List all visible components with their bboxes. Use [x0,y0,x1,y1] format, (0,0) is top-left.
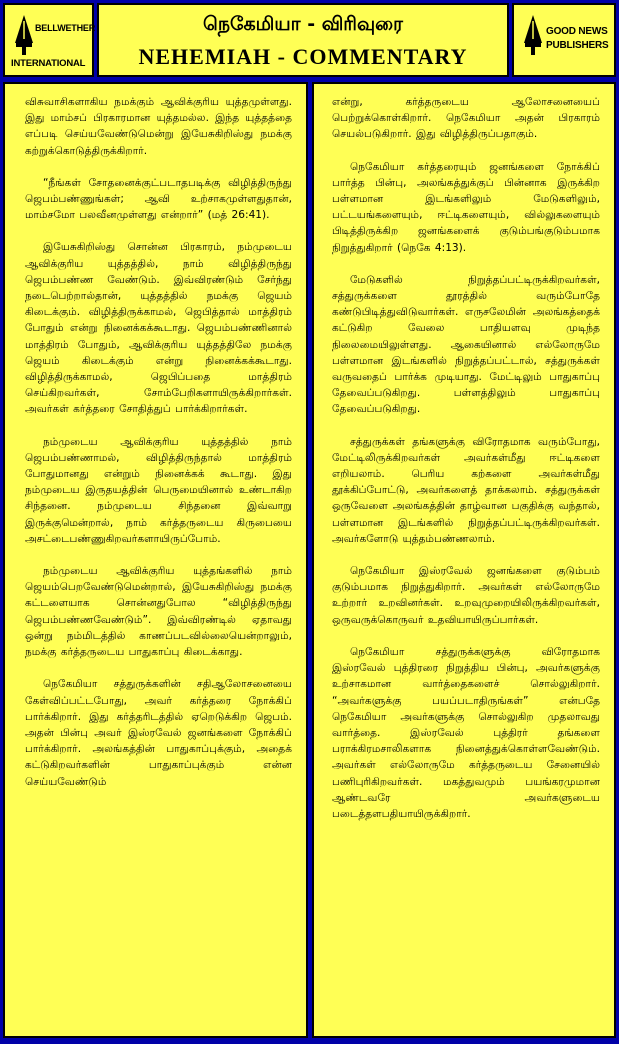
header [3,3,616,77]
torch-icon [520,13,546,57]
paragraph: விசுவாசிகளாகிய நமக்கும் ஆவிக்குரிய யுத்தமுள்ளது. இது மாம்சப் பிரகாரமான யுத்தமல்ல. இந்த யுத்தத்தை எப்படி செய்யவேண்டுமென்று இயேசுகிறிஸ்து நமக்கு கற்றுக்கொடுத்திருக்கிறார். [25,96,292,157]
paragraph: நெகேமியா சத்துருக்களுக்கு விரோதமாக இஸ்ரவேல் புத்திரரை நிறுத்திய பின்பு, அவர்களுக்கு உற்சாகமான வார்த்தைகளைச் சொல்லுகிறார். “அவர்களுக்கு பயப்படாதிருங்கள்” என்பதே நெகேமியா அவர்களுக்கு சொல்லுகிற முதலாவது வார்த்தை. இஸ்ரவேல் புத்திரர் தங்களை பராக்கிரமசாலிகளாக நினைத்துக்கொள்ளவேண்டும். அவர்கள் எல்லோருமே கர்த்தருடைய சேனையில் பணிபுரிகிறவர்கள். மகத்துவமும் பயங்கரமுமான ஆண்டவரே அவர்களுடைய படைத்தளபதியாயிருக்கிறார். [332,645,600,820]
bell-icon [11,13,37,57]
paragraph: மேடுகளில் நிறுத்தப்பட்டிருக்கிறவர்கள், சத்துருக்களை தூரத்தில் வரும்போதே கண்டுபிடித்துவிடுவார்கள். எருசலேமின் அலங்கத்தைக் கட்டுகிற வேலை பாதியளவு முடிந்த நிலைமையிலுள்ளது. ஆகையினால் எல்லோருமே பள்ளமான இடங்களில் நிறுத்தப்பட்டால், சத்துருக்கள் வருவதைப் பார்க்க முடியாது. மேட்டிலும் பாதுகாப்பு தேவைப்படுகிறது. பள்ளத்திலும் பாதுகாப்பு தேவைப்படுகிறது. [332,273,600,416]
paragraph: என்று, கர்த்தருடைய ஆலோசனையைப் பெற்றுக்கொள்கிறார். நெகேமியா அதன் பிரகாரம் செயல்படுகிறார். இது விழித்திருப்பதாகும். [332,96,600,141]
title-box [97,3,509,77]
paragraph: நெகேமியா இஸ்ரவேல் ஜனங்களை குடும்பம் குடும்பமாக நிறுத்துகிறார். அவர்கள் எல்லோருமே உற்றார் உறவினர்கள். உறவுமுறையிலிருக்கிறவர்கள், ஒருவருக்கொருவர் உதவியாயிருப்பார்கள். [332,565,600,626]
title-tamil: நெகேமியா - விரிவுரை [203,13,403,35]
paragraph: நம்முடைய ஆவிக்குரிய யுத்தத்தில் நாம் ஜெபம்பண்ணாமல், விழித்திருந்தால் மாத்திரம் போதுமானது என்றும் நினைக்கக் கூடாது. இது நம்முடைய இருதயத்தின் பெருமையினால் உண்டாகிற சிந்தனை. நம்முடைய சிந்தனை இவ்வாறு இருக்குமென்றால், நாம் கர்த்தருடைய கிருபையை அசட்டைபண்ணுகிறவர்களாயிருப்போம். [25,435,292,545]
paragraph: நம்முடைய ஆவிக்குரிய யுத்தங்களில் நாம் ஜெயம்பெறவேண்டுமென்றால், இயேசுகிறிஸ்து நமக்கு கட்டளையாக சொன்னதுபோல “விழித்திருந்து ஜெபம்பண்ணவேண்டும்”. இவ்விரண்டில் ஏதாவது ஒன்று நம்மிடத்தில் காணப்படவில்லையென்றாலும், நமக்கு கர்த்தருடைய பாதுகாப்பு கிடைக்காது. [25,565,292,659]
title-english: NEHEMIAH - COMMENTARY [138,44,468,69]
right-logo-line1: GOOD NEWS [546,26,608,37]
paragraph: நெகேமியா சத்துருக்களின் சதிஆலோசனையை கேள்விப்பட்டபோது, அவர் கர்த்தரை நோக்கிப் பார்க்கிறார். இது கர்த்தரிடத்தில் ஏறெடுக்கிற ஜெபம். அதன் பின்பு அவர் இஸ்ரவேல் ஜனங்களை நோக்கிப் பார்க்கிறார். அலங்கத்தின் பாதுகாப்புக்கும், அதைக் கட்டுகிறவர்களின் பாதுகாப்புக்கும் என்ன செய்யவேண்டும் [25,678,292,788]
right-logo-line2: PUBLISHERS [546,40,609,51]
left-column [3,82,308,1038]
paragraph: சத்துருக்கள் தங்களுக்கு விரோதமாக வரும்போது, மேட்டிலிருக்கிறவர்கள் அவர்கள்மீது ஈட்டிகளை எறியலாம். பெரிய கற்களை அவர்கள்மீது தூக்கிப்போட்டு, அவர்களைத் தாக்கலாம். சத்துருக்கள் ஒருவேளை அலங்கத்தின் தாழ்வான பகுதிக்கு வந்தால், பள்ளமான இடங்களில் நிறுத்தப்பட்டிருக்கிறவர்கள். அவர்களோடு யுத்தம்பண்ணலாம். [332,435,600,545]
left-logo-line2: INTERNATIONAL [11,58,86,69]
right-column [312,82,616,1038]
paragraph: இயேசுகிறிஸ்து சொன்ன பிரகாரம், நம்முடைய ஆவிக்குரிய யுத்தத்தில், நாம் விழித்திருந்து ஜெபம்பண்ண வேண்டும். இவ்விரண்டும் சேர்ந்து நடைபெற்றால்தான், யுத்தத்தில் நமக்கு ஜெயம் கிடைக்கும். விழித்திருக்காமல், ஜெபித்தால் மாத்திரம் போதும் என்று நினைக்கக்கூடாது. ஜெபம்பண்ணினால் மாத்திரம் போதும், ஆவிக்குரிய யுத்தத்திலே நமக்கு ஜெயம் கிடைக்கும் என்று நினைக்கக்கூடாது. விழித்திருக்காமல், ஜெபிப்பதை மாத்திரம் செய்கிறவர்கள், சோம்பேறிகளாயிருக்கிறார்கள். அவர்கள் கர்த்தரை சோதித்துப் பார்க்கிறார்கள். [25,241,292,416]
paragraph: நெகேமியா கர்த்தரையும் ஜனங்களை நோக்கிப் பார்த்த பின்பு, அலங்கத்துக்குப் பின்னாக இருக்கிற பள்ளமான இடங்களிலும் மேடுகளிலும், பட்டயங்களையும், ஈட்டிகளையும், வில்லுகளையும் பிடித்திருக்கிற ஜனங்களைக் குடும்பங்குடும்பமாக நிறுத்துகிறார் (நெகே 4:13). [332,160,600,254]
left-logo-line1: BELLWETHER [35,23,95,33]
paragraph: “நீங்கள் சோதனைக்குட்படாதபடிக்கு விழித்திருந்து ஜெபம்பண்ணுங்கள்; ஆவி உற்சாகமுள்ளதுதான், மாம்சமோ பலவீனமுள்ளது என்றார்” (மத் 26:41). [25,176,292,222]
bellwether-logo [3,3,94,77]
good-news-logo [512,3,616,77]
